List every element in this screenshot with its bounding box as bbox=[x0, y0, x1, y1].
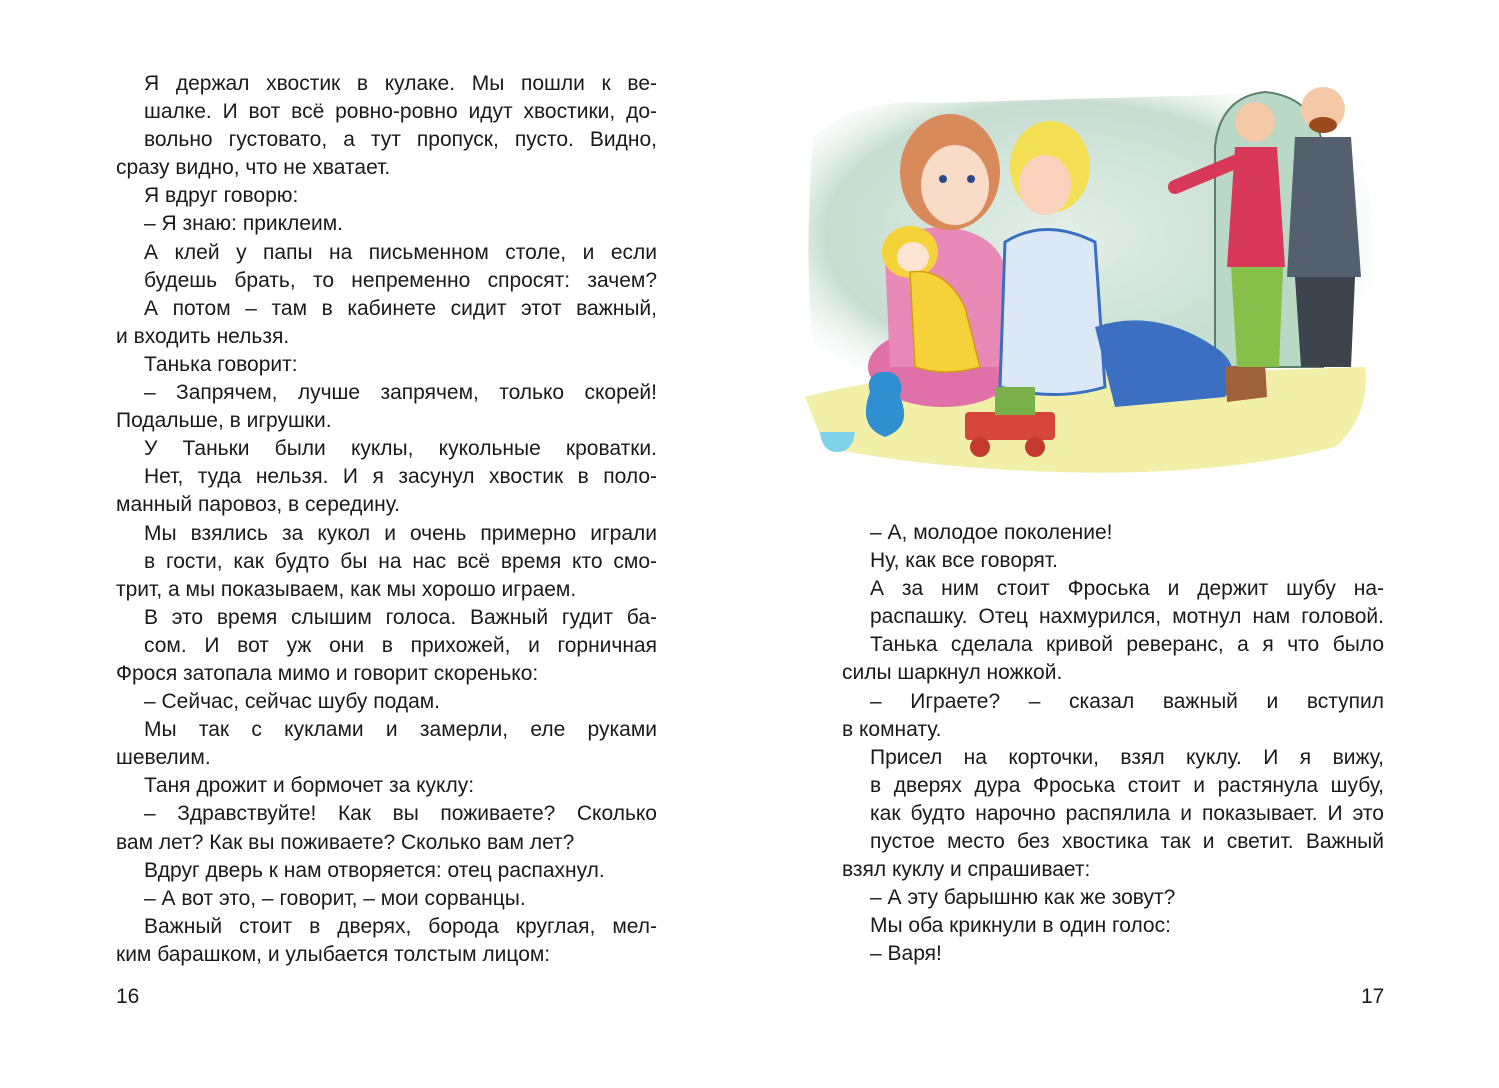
text-line: силы шаркнул ножкой. bbox=[842, 661, 1063, 685]
text-line: ким барашком, и улыбается толстым лицом: bbox=[116, 942, 551, 966]
paragraph bbox=[116, 435, 657, 519]
text-line: Таня дрожит и бормочет за куклу: bbox=[144, 774, 475, 798]
text-line: будешь брать, то непременно спросят: зачем? bbox=[144, 268, 657, 292]
children-playing-illustration bbox=[795, 67, 1375, 487]
text-line: – А, молодое поколение! bbox=[870, 521, 1113, 544]
text-line: Мы оба крикнули в один голос: bbox=[870, 914, 1171, 938]
paragraph bbox=[116, 182, 657, 210]
text-line: А клей у папы на письменном столе, и если bbox=[144, 240, 657, 264]
text-line: В это время слышим голоса. Важный гудит ба- bbox=[144, 605, 657, 629]
text-line: Присел на корточки, взял куклу. И я вижу, bbox=[870, 745, 1384, 769]
text-line: – Сейчас, сейчас шубу подам. bbox=[144, 690, 441, 714]
text-line: шевелим. bbox=[116, 746, 211, 770]
paragraph bbox=[842, 912, 1384, 940]
text-line: сразу видно, что не хватает. bbox=[116, 156, 391, 180]
page-number-right: 17 bbox=[1361, 985, 1385, 1008]
text-line: – А эту барышню как же зовут? bbox=[870, 886, 1176, 910]
paragraph bbox=[116, 688, 657, 716]
text-line: в комнату. bbox=[842, 717, 942, 741]
paragraph bbox=[116, 885, 657, 913]
text-line: Я держал хвостик в кулаке. Мы пошли к ве- bbox=[144, 72, 657, 95]
text-line: в дверях дура Фроська стоит и растянула шубу, bbox=[870, 773, 1384, 797]
text-line: – Играете? – сказал важный и вступил bbox=[870, 689, 1384, 713]
paragraph bbox=[842, 575, 1384, 687]
paragraph bbox=[842, 519, 1384, 547]
text-line: Вдруг дверь к нам отворяется: отец распахнул. bbox=[144, 858, 605, 882]
text-line: А за ним стоит Фроська и держит шубу на- bbox=[870, 577, 1384, 601]
paragraph bbox=[116, 716, 657, 772]
text-line: Ну, как все говорят. bbox=[870, 549, 1058, 573]
paragraph bbox=[116, 239, 657, 351]
text-line: пустое место без хвостика так и светит. Важный bbox=[870, 830, 1384, 854]
text-line: Мы так с куклами и замерли, еле руками bbox=[144, 718, 657, 742]
page-number-left: 16 bbox=[116, 985, 140, 1008]
paragraph bbox=[116, 604, 657, 688]
paragraph bbox=[116, 520, 657, 604]
paragraph bbox=[116, 351, 657, 379]
text-line: шалке. И вот всё ровно-ровно идут хвостики, до- bbox=[144, 100, 657, 124]
paragraph bbox=[116, 210, 657, 238]
paragraph bbox=[842, 547, 1384, 575]
text-line: Фрося затопала мимо и говорит скоренько: bbox=[116, 661, 539, 685]
text-line: У Таньки были куклы, кукольные кроватки. bbox=[144, 437, 657, 461]
text-line: взял куклу и спрашивает: bbox=[842, 858, 1091, 882]
paragraph bbox=[116, 772, 657, 800]
text-line: Я вдруг говорю: bbox=[144, 184, 299, 208]
right-page-text bbox=[842, 519, 1384, 969]
text-line: манный паровоз, в середину. bbox=[116, 493, 400, 517]
text-line: – А вот это, – говорит, – мои сорванцы. bbox=[144, 886, 526, 910]
paragraph bbox=[116, 800, 657, 856]
paragraph bbox=[116, 913, 657, 969]
text-line: вам лет? Как вы поживаете? Сколько вам лет? bbox=[116, 830, 575, 854]
text-line: Нет, туда нельзя. И я засунул хвостик в поло- bbox=[144, 465, 657, 489]
text-line: сом. И вот уж они в прихожей, и горничная bbox=[144, 633, 657, 657]
text-line: – Запрячем, лучше запрячем, только скорей! bbox=[144, 381, 657, 405]
text-line: Танька сделала кривой реверанс, а я что было bbox=[870, 633, 1384, 657]
text-line: как будто нарочно распялила и показывает. И это bbox=[870, 801, 1384, 825]
paragraph bbox=[116, 379, 657, 435]
blue-jug bbox=[866, 372, 904, 437]
text-line: Танька говорит: bbox=[144, 352, 298, 376]
text-line: – Я знаю: приклеим. bbox=[144, 212, 343, 236]
paragraph bbox=[842, 688, 1384, 744]
paragraph bbox=[842, 884, 1384, 912]
text-line: Подальше, в игрушки. bbox=[116, 409, 332, 433]
text-line: Мы взялись за кукол и очень примерно играли bbox=[144, 521, 657, 545]
text-line: А потом – там в кабинете сидит этот важный, bbox=[144, 296, 657, 320]
text-line: – Варя! bbox=[870, 942, 942, 966]
paragraph bbox=[842, 940, 1384, 968]
paragraph bbox=[842, 744, 1384, 884]
text-line: трит, а мы показываем, как мы хорошо играем. bbox=[116, 577, 577, 601]
text-line: – Здравствуйте! Как вы поживаете? Сколько bbox=[144, 802, 657, 826]
left-page-text bbox=[116, 70, 657, 969]
text-line: вольно густовато, а тут пропуск, пусто. Видно, bbox=[144, 128, 657, 152]
text-line: в гости, как будто бы на нас всё время кто смо- bbox=[144, 549, 657, 573]
text-line: и входить нельзя. bbox=[116, 324, 290, 348]
text-line: Важный стоит в дверях, борода круглая, мел- bbox=[144, 914, 657, 938]
paragraph bbox=[116, 70, 657, 182]
text-line: распашку. Отец нахмурился, мотнул нам головой. bbox=[870, 605, 1384, 629]
paragraph bbox=[116, 857, 657, 885]
